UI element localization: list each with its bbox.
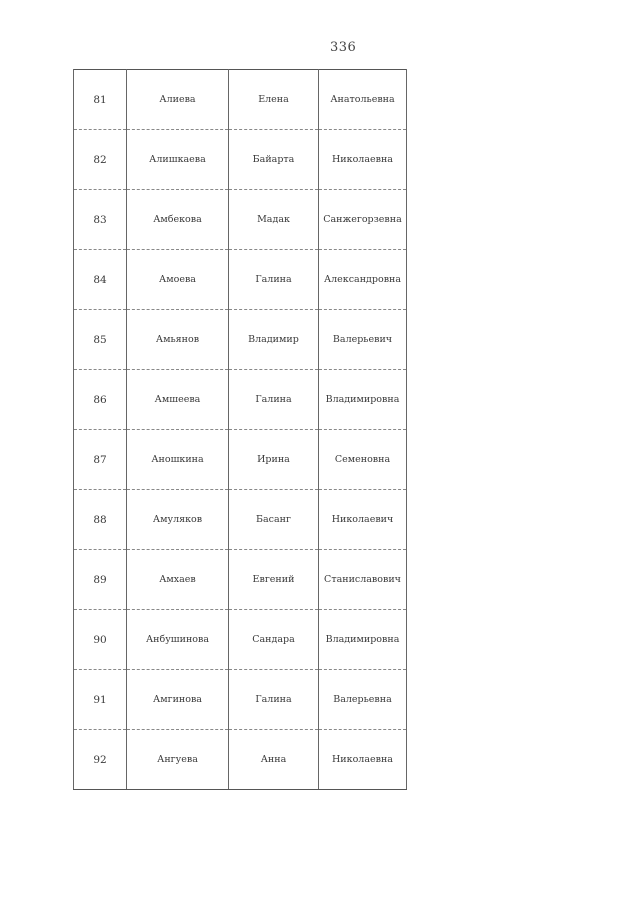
table-row xyxy=(74,130,407,190)
row-number-cell: 88 xyxy=(74,490,127,550)
patronymic-cell: Валерьевна xyxy=(319,670,407,730)
first-name-cell: Сандара xyxy=(229,610,319,670)
last-name-cell: Ангуева xyxy=(127,730,229,790)
patronymic-cell: Санжегорзевна xyxy=(319,190,407,250)
first-name-cell: Галина xyxy=(229,670,319,730)
first-name-cell: Елена xyxy=(229,70,319,130)
patronymic-cell: Александровна xyxy=(319,250,407,310)
table-row xyxy=(74,610,407,670)
patronymic-cell: Николаевич xyxy=(319,490,407,550)
first-name-cell: Галина xyxy=(229,250,319,310)
last-name-cell: Анбушинова xyxy=(127,610,229,670)
table-row xyxy=(74,310,407,370)
first-name-cell: Мадак xyxy=(229,190,319,250)
row-number-cell: 83 xyxy=(74,190,127,250)
patronymic-cell: Анатольевна xyxy=(319,70,407,130)
last-name-cell: Амьянов xyxy=(127,310,229,370)
table-row xyxy=(74,190,407,250)
last-name-cell: Амшеева xyxy=(127,370,229,430)
patronymic-cell: Валерьевич xyxy=(319,310,407,370)
table-row xyxy=(74,550,407,610)
last-name-cell: Алиева xyxy=(127,70,229,130)
patronymic-cell: Станиславович xyxy=(319,550,407,610)
row-number-cell: 89 xyxy=(74,550,127,610)
row-number-cell: 81 xyxy=(74,70,127,130)
row-number-cell: 85 xyxy=(74,310,127,370)
table-row xyxy=(74,670,407,730)
last-name-cell: Амоева xyxy=(127,250,229,310)
first-name-cell: Байарта xyxy=(229,130,319,190)
patronymic-cell: Семеновна xyxy=(319,430,407,490)
last-name-cell: Амхаев xyxy=(127,550,229,610)
table-body xyxy=(74,70,407,790)
last-name-cell: Алишкаева xyxy=(127,130,229,190)
patronymic-cell: Николаевна xyxy=(319,730,407,790)
table-row xyxy=(74,490,407,550)
row-number-cell: 86 xyxy=(74,370,127,430)
table-row xyxy=(74,370,407,430)
row-number-cell: 92 xyxy=(74,730,127,790)
first-name-cell: Галина xyxy=(229,370,319,430)
first-name-cell: Басанг xyxy=(229,490,319,550)
first-name-cell: Анна xyxy=(229,730,319,790)
first-name-cell: Владимир xyxy=(229,310,319,370)
table-row xyxy=(74,250,407,310)
table-row xyxy=(74,730,407,790)
row-number-cell: 87 xyxy=(74,430,127,490)
patronymic-cell: Владимировна xyxy=(319,370,407,430)
registry-table xyxy=(73,69,407,790)
page-number: 336 xyxy=(330,40,357,55)
patronymic-cell: Николаевна xyxy=(319,130,407,190)
last-name-cell: Амуляков xyxy=(127,490,229,550)
first-name-cell: Евгений xyxy=(229,550,319,610)
patronymic-cell: Владимировна xyxy=(319,610,407,670)
row-number-cell: 82 xyxy=(74,130,127,190)
row-number-cell: 91 xyxy=(74,670,127,730)
row-number-cell: 84 xyxy=(74,250,127,310)
first-name-cell: Ирина xyxy=(229,430,319,490)
table-row xyxy=(74,70,407,130)
row-number-cell: 90 xyxy=(74,610,127,670)
last-name-cell: Амгинова xyxy=(127,670,229,730)
table-row xyxy=(74,430,407,490)
last-name-cell: Аношкина xyxy=(127,430,229,490)
last-name-cell: Амбекова xyxy=(127,190,229,250)
